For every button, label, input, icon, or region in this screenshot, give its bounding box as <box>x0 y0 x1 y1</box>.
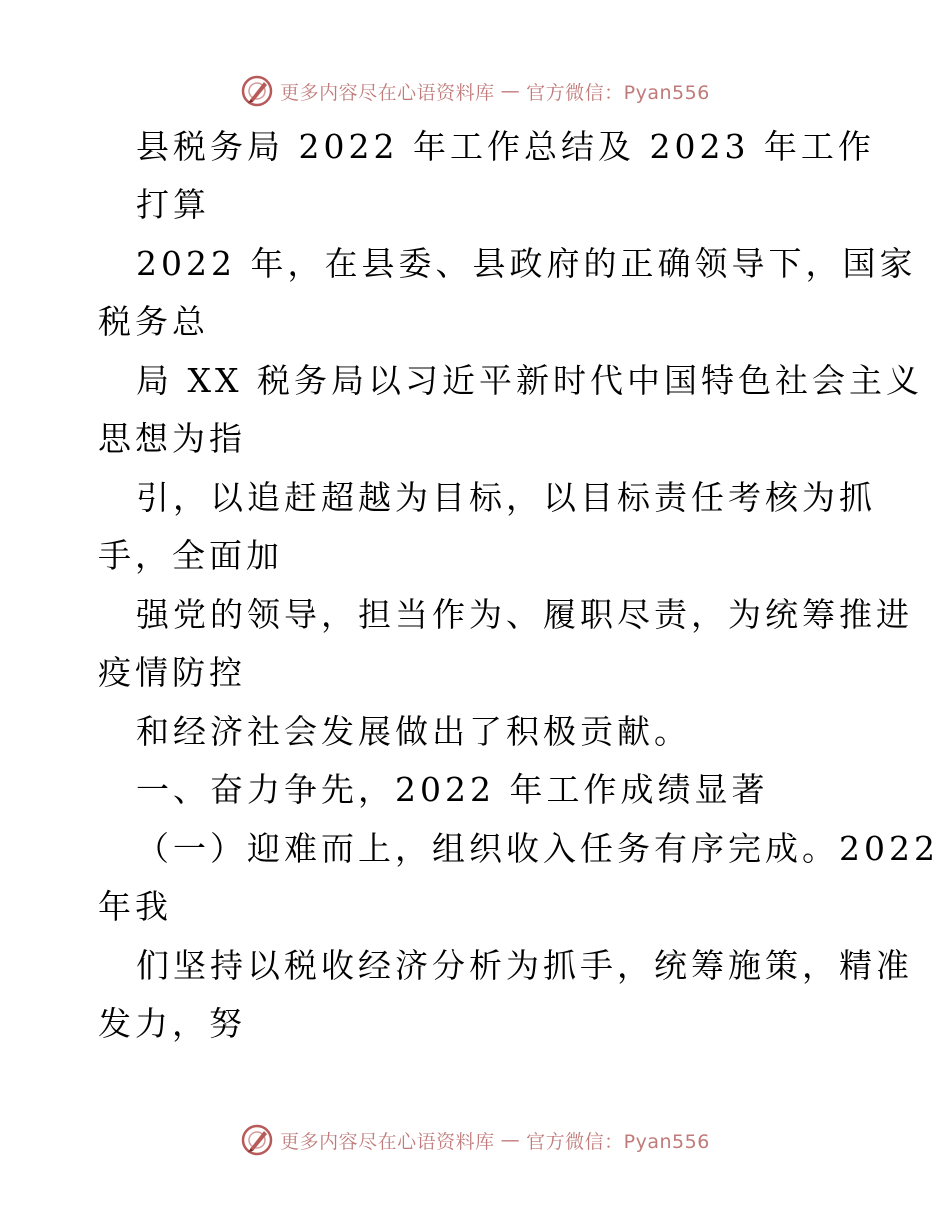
document-title-line-1: 县税务局 2022 年工作总结及 2023 年工作 <box>136 127 875 166</box>
pen-logo-icon <box>240 74 274 108</box>
header-watermark <box>0 71 950 111</box>
section-heading: 一、奋力争先，2022 年工作成绩显著 <box>136 770 769 809</box>
subsection-heading-line: （一）迎难而上，组织收入任务有序完成。2022 <box>136 829 939 868</box>
paragraph-line: 和经济社会发展做出了积极贡献。 <box>136 712 691 751</box>
paragraph-line: 们坚持以税收经济分析为抓手，统筹施策，精准 <box>136 946 913 985</box>
watermark-dash: — <box>500 80 521 102</box>
watermark-wechat: 官方微信：Pyan556 <box>526 1130 710 1153</box>
footer-watermark <box>0 1120 950 1160</box>
document-title-line-2: 打算 <box>136 185 210 224</box>
paragraph-line: 手，全面加 <box>98 536 283 575</box>
paragraph-line: 强党的领导，担当作为、履职尽责，为统筹推进 <box>136 595 913 634</box>
pen-logo-icon <box>240 1123 274 1157</box>
paragraph-line: 疫情防控 <box>98 653 246 692</box>
paragraph-line: 局 XX 税务局以习近平新时代中国特色社会主义 <box>136 361 923 400</box>
paragraph-line: 税务总 <box>98 302 209 341</box>
watermark-dash: — <box>500 1129 521 1151</box>
paragraph-line: 年我 <box>98 887 172 926</box>
paragraph-line: 发力，努 <box>98 1004 246 1043</box>
watermark-text: 更多内容尽在心语资料库 <box>280 81 495 104</box>
watermark-wechat: 官方微信：Pyan556 <box>526 81 710 104</box>
paragraph-line: 思想为指 <box>98 419 246 458</box>
watermark-text: 更多内容尽在心语资料库 <box>280 1130 495 1153</box>
paragraph-line: 引，以追赶超越为目标，以目标责任考核为抓 <box>136 478 876 517</box>
paragraph-line: 2022 年，在县委、县政府的正确领导下，国家 <box>136 244 917 283</box>
